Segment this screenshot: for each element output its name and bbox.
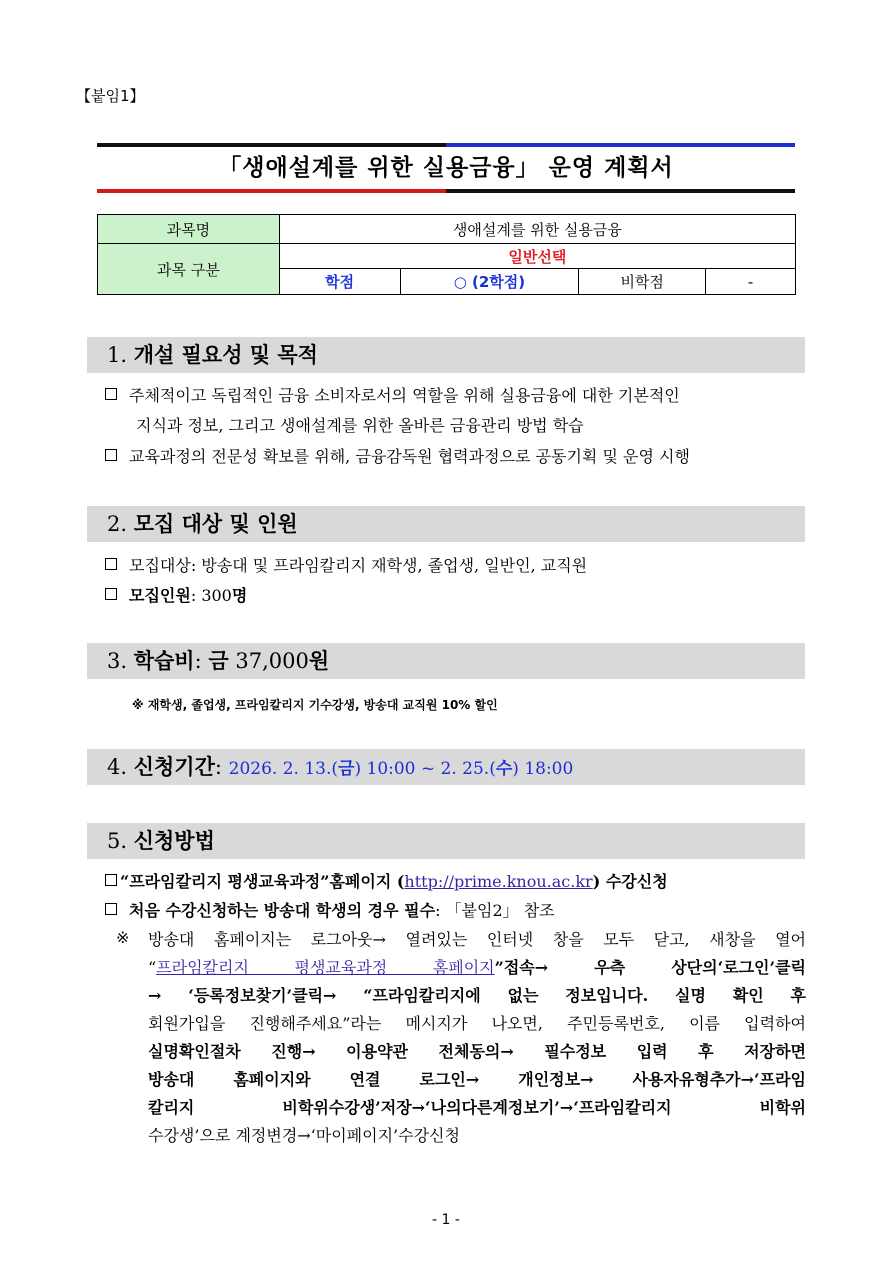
- instruction-line-6: 방송대 홈페이지와 연결 로그인→ 개인정보→ 사용자유형추가→‘프라임: [148, 1070, 806, 1089]
- course-name-label: 과목명: [98, 215, 280, 244]
- checkbox-bullet-icon: [105, 903, 117, 915]
- page-number: - 1 -: [432, 1212, 460, 1228]
- document-title-box: [97, 143, 795, 193]
- application-period: 2026. 2. 13.(금) 10:00 ~ 2. 25.(수) 18:00: [228, 759, 574, 779]
- checkbox-bullet-icon: [105, 388, 117, 400]
- course-name-value: 생애설계를 위한 실용금융: [279, 215, 795, 244]
- section-1-bullet-1: 주체적이고 독립적인 금융 소비자로서의 역할을 위해 실용금융에 대한 기본적인: [105, 383, 680, 406]
- section-4-header: 4. 신청기간: 2026. 2. 13.(금) 10:00 ~ 2. 25.(수) 18:00: [87, 749, 805, 785]
- section-2-header: [87, 506, 805, 542]
- section-5-bullet-1: “프라임칼리지 평생교육과정”홈페이지 (http://prime.knou.ac.kr) 수강신청: [105, 869, 668, 892]
- section-2-count: 모집인원: 300명: [105, 583, 247, 606]
- section-5-header: [87, 823, 805, 859]
- section-2-number: 2.: [107, 512, 128, 536]
- prime-homepage-text-link[interactable]: 프라임칼리지 평생교육과정 홈페이지: [156, 958, 495, 977]
- checkbox-bullet-icon: [105, 874, 117, 886]
- instruction-line-4: 회원가입을 진행해주세요”라는 메시지가 나오면, 주민등록번호, 이름 입력하여: [148, 1014, 806, 1033]
- noncredit-label: 비학점: [579, 269, 706, 295]
- prime-homepage-link[interactable]: http://prime.knou.ac.kr: [404, 872, 593, 891]
- checkbox-bullet-icon: [105, 449, 117, 461]
- instruction-line-5: 실명확인절차 진행→ 이용약관 전체동의→ 필수정보 입력 후 저장하면: [148, 1042, 806, 1061]
- section-1-bullet-1-cont: 지식과 정보, 그리고 생애설계를 위한 올바른 금융관리 방법 학습: [136, 416, 584, 435]
- tuition-amount: 37,000: [235, 649, 309, 673]
- instruction-line-3: → ‘등록정보찾기’클릭→ “프라임칼리지에 없는 정보입니다. 실명 확인 후: [148, 986, 806, 1005]
- title-bar-top-right: [446, 143, 795, 147]
- section-1-heading: 개설 필요성 및 목적: [133, 342, 318, 367]
- section-5-number: 5.: [107, 829, 128, 853]
- instruction-line-7: 칼리지 비학위수강생’저장→‘나의다른계정보기’→‘프라임칼리지 비학위: [148, 1098, 806, 1117]
- section-1-header: [87, 337, 805, 373]
- instruction-line-8: 수강생’으로 계정변경→‘마이페이지’수강신청: [148, 1126, 460, 1145]
- document-title: 「생애설계를 위한 실용금융」 운영 계획서: [218, 155, 674, 181]
- instruction-line-1: 방송대 홈페이지는 로그아웃→ 열려있는 인터넷 창을 모두 닫고, 새창을 열어: [148, 930, 806, 949]
- section-1-number: 1.: [107, 343, 128, 367]
- section-1-bullet-2: 교육과정의 전문성 확보를 위해, 금융감독원 협력과정으로 공동기획 및 운영 시행: [105, 444, 690, 467]
- course-info-table: [97, 214, 796, 295]
- attachment-label: 【붙임1】: [76, 87, 145, 105]
- section-2-heading: 모집 대상 및 인원: [133, 511, 298, 536]
- section-4-number: 4.: [107, 755, 128, 779]
- title-bar-bottom-right: [446, 189, 795, 193]
- signup-instructions: [148, 926, 806, 1150]
- course-type-label: 과목 구분: [98, 244, 280, 295]
- title-bar-top-left: [97, 143, 446, 147]
- course-type-value: 일반선택: [279, 244, 795, 269]
- section-3-number: 3.: [107, 649, 128, 673]
- credit-label: 학점: [279, 269, 400, 295]
- discount-note: ※ 재학생, 졸업생, 프라임칼리지 기수강생, 방송대 교직원 10% 할인: [132, 698, 498, 712]
- section-2-target: 모집대상: 방송대 및 프라임칼리지 재학생, 졸업생, 일반인, 교직원: [105, 553, 587, 576]
- credit-value: ○ (2학점): [400, 269, 579, 295]
- section-5-bullet-2: 처음 수강신청하는 방송대 학생의 경우 필수: 「붙임2」 참조: [105, 898, 555, 921]
- section-5-heading: 신청방법: [133, 828, 215, 853]
- note-mark: ※: [116, 928, 130, 947]
- checkbox-bullet-icon: [105, 588, 117, 600]
- title-bar-bottom-left: [97, 189, 446, 193]
- instruction-line-2: “프라임칼리지 평생교육과정 홈페이지”접속→ 우측 상단의‘로그인’클릭: [148, 958, 806, 977]
- noncredit-value: -: [706, 269, 796, 295]
- section-4-heading: 신청기간: [133, 754, 215, 779]
- section-3-header: 3. 학습비: 금 37,000원: [87, 643, 805, 679]
- checkbox-bullet-icon: [105, 558, 117, 570]
